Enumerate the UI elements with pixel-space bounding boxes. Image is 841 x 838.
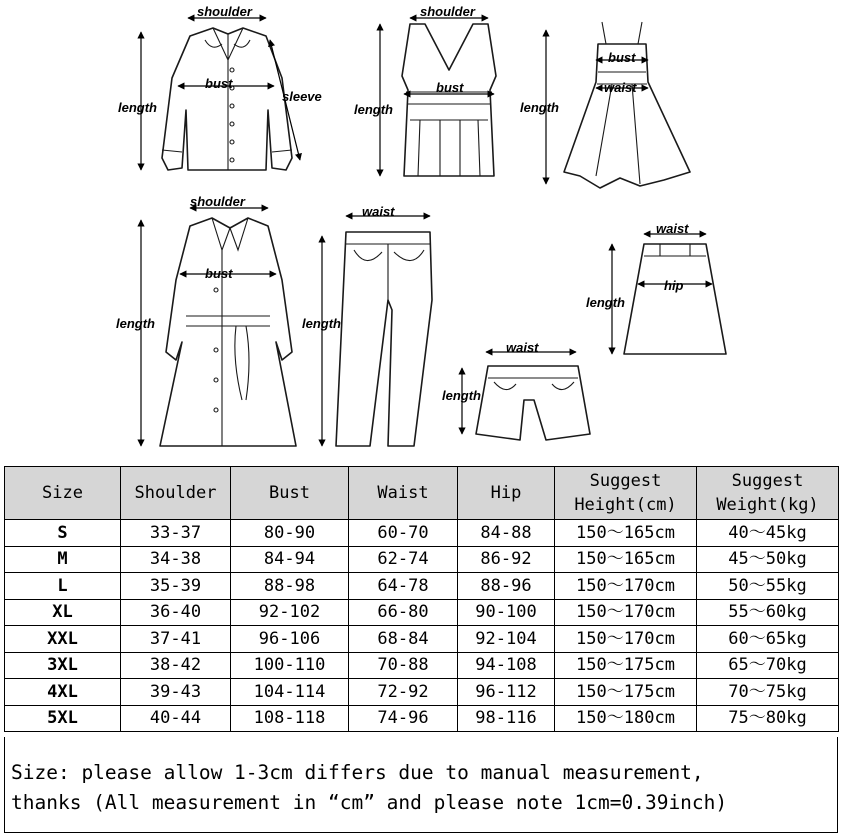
cell-bust: 92-102	[231, 599, 349, 626]
header-suggest-height	[555, 467, 697, 520]
coat-length-label: length	[116, 316, 155, 331]
cell-weight: 45～50kg	[697, 546, 839, 573]
cell-bust: 96-106	[231, 626, 349, 653]
dress-length-label: length	[520, 100, 559, 115]
cell-waist: 72-92	[349, 679, 458, 706]
vest-shoulder-label: shoulder	[420, 4, 475, 19]
table-row	[5, 705, 839, 732]
cell-hip: 86-92	[458, 546, 555, 573]
table-row	[5, 679, 839, 706]
cell-bust: 108-118	[231, 705, 349, 732]
table-row	[5, 626, 839, 653]
header-shoulder: Shoulder	[121, 467, 231, 520]
dress-illustration	[564, 22, 690, 188]
shirt-shoulder-label: shoulder	[197, 4, 252, 19]
cell-height: 150～175cm	[555, 652, 697, 679]
cell-shoulder: 37-41	[121, 626, 231, 653]
cell-hip: 84-88	[458, 520, 555, 547]
cell-height: 150～165cm	[555, 520, 697, 547]
cell-size: 3XL	[5, 652, 121, 679]
cell-shoulder: 33-37	[121, 520, 231, 547]
dress-waist-label: waist	[604, 80, 637, 95]
cell-hip: 96-112	[458, 679, 555, 706]
note-line-1: Size: please allow 1-3cm differs due to manual measurement,	[11, 761, 704, 784]
header-bust: Bust	[231, 467, 349, 520]
cell-hip: 92-104	[458, 626, 555, 653]
pants-length-label: length	[302, 316, 341, 331]
cell-shoulder: 34-38	[121, 546, 231, 573]
cell-shoulder: 40-44	[121, 705, 231, 732]
cell-shoulder: 36-40	[121, 599, 231, 626]
cell-height: 150～170cm	[555, 599, 697, 626]
skirt-waist-label: waist	[656, 221, 689, 236]
shorts-waist-label: waist	[506, 340, 539, 355]
cell-hip: 94-108	[458, 652, 555, 679]
vest-length-label: length	[354, 102, 393, 117]
cell-hip: 90-100	[458, 599, 555, 626]
vest-illustration	[402, 24, 496, 176]
cell-waist: 68-84	[349, 626, 458, 653]
cell-shoulder: 39-43	[121, 679, 231, 706]
cell-size: L	[5, 573, 121, 600]
vest-bust-label: bust	[436, 80, 464, 95]
cell-weight: 50～55kg	[697, 573, 839, 600]
skirt-illustration	[624, 244, 726, 354]
header-waist: Waist	[349, 467, 458, 520]
cell-height: 150～180cm	[555, 705, 697, 732]
header-suggest-weight	[697, 467, 839, 520]
shirt-bust-label: bust	[205, 76, 233, 91]
cell-size: 4XL	[5, 679, 121, 706]
coat-shoulder-label: shoulder	[190, 194, 245, 209]
table-body	[5, 520, 839, 732]
shirt-sleeve-label: sleeve	[282, 89, 322, 104]
cell-waist: 60-70	[349, 520, 458, 547]
cell-size: XL	[5, 599, 121, 626]
cell-shoulder: 35-39	[121, 573, 231, 600]
cell-height: 150～170cm	[555, 573, 697, 600]
cell-weight: 75～80kg	[697, 705, 839, 732]
cell-bust: 104-114	[231, 679, 349, 706]
cell-size: 5XL	[5, 705, 121, 732]
header-weight-line1: Suggest	[731, 471, 804, 491]
coat-bust-label: bust	[205, 266, 233, 281]
pants-illustration	[336, 232, 432, 446]
dress-bust-label: bust	[608, 50, 636, 65]
table-row	[5, 599, 839, 626]
shirt-length-label: length	[118, 100, 157, 115]
coat-illustration	[160, 218, 296, 446]
table-row	[5, 652, 839, 679]
cell-size: S	[5, 520, 121, 547]
cell-weight: 55～60kg	[697, 599, 839, 626]
header-height-line2: Height(cm)	[574, 495, 677, 515]
cell-weight: 65～70kg	[697, 652, 839, 679]
cell-waist: 70-88	[349, 652, 458, 679]
header-height-line1: Suggest	[589, 471, 662, 491]
cell-bust: 88-98	[231, 573, 349, 600]
header-hip: Hip	[458, 467, 555, 520]
cell-size: M	[5, 546, 121, 573]
cell-size: XXL	[5, 626, 121, 653]
header-weight-line2: Weight(kg)	[716, 495, 819, 515]
cell-hip: 98-116	[458, 705, 555, 732]
table-row	[5, 520, 839, 547]
cell-weight: 70～75kg	[697, 679, 839, 706]
cell-waist: 74-96	[349, 705, 458, 732]
table-row	[5, 573, 839, 600]
cell-bust: 80-90	[231, 520, 349, 547]
skirt-hip-label: hip	[664, 278, 684, 293]
cell-waist: 62-74	[349, 546, 458, 573]
header-size: Size	[5, 467, 121, 520]
skirt-length-label: length	[586, 295, 625, 310]
size-chart-table	[4, 466, 839, 732]
measurement-note	[4, 737, 838, 833]
cell-weight: 40～45kg	[697, 520, 839, 547]
cell-height: 150～170cm	[555, 626, 697, 653]
table-row	[5, 546, 839, 573]
cell-hip: 88-96	[458, 573, 555, 600]
cell-shoulder: 38-42	[121, 652, 231, 679]
cell-bust: 84-94	[231, 546, 349, 573]
cell-weight: 60～65kg	[697, 626, 839, 653]
cell-height: 150～175cm	[555, 679, 697, 706]
cell-waist: 66-80	[349, 599, 458, 626]
pants-waist-label: waist	[362, 204, 395, 219]
shorts-illustration	[476, 366, 590, 440]
cell-bust: 100-110	[231, 652, 349, 679]
table-header-row	[5, 467, 839, 520]
shorts-length-label: length	[442, 388, 481, 403]
note-line-2: thanks (All measurement in “cm” and please note 1cm=0.39inch)	[11, 791, 728, 814]
cell-waist: 64-78	[349, 573, 458, 600]
cell-height: 150～165cm	[555, 546, 697, 573]
